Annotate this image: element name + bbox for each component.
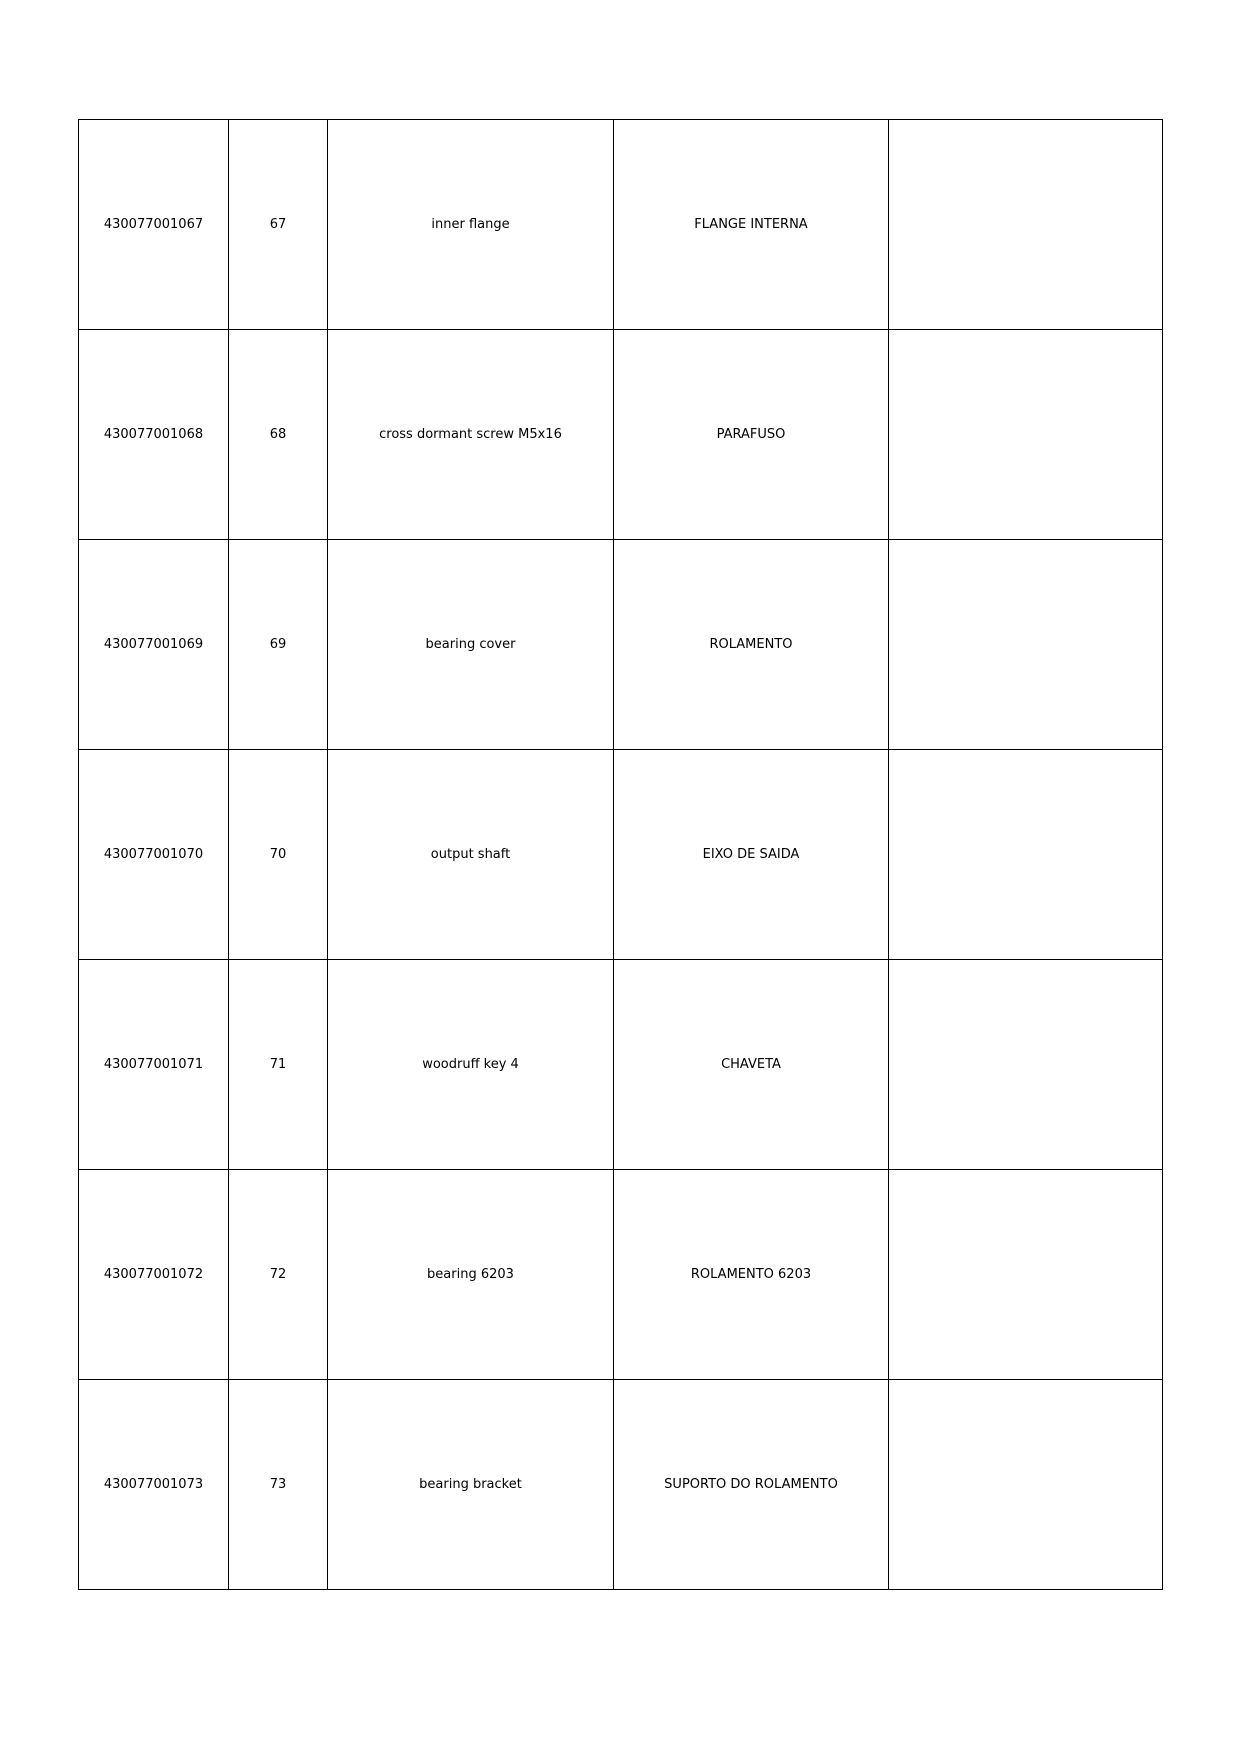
description-pt-cell: EIXO DE SAIDA [614, 750, 889, 960]
table-row [79, 1170, 1163, 1380]
description-en-cell: bearing bracket [328, 1380, 614, 1590]
description-en-cell: bearing 6203 [328, 1170, 614, 1380]
description-pt-cell: ROLAMENTO [614, 540, 889, 750]
notes-cell [889, 120, 1163, 330]
part-code-cell: 430077001068 [79, 330, 229, 540]
description-en-cell: output shaft [328, 750, 614, 960]
item-number-cell: 69 [229, 540, 328, 750]
item-number-cell: 72 [229, 1170, 328, 1380]
description-en-cell: cross dormant screw M5x16 [328, 330, 614, 540]
item-number-cell: 70 [229, 750, 328, 960]
description-pt-cell: SUPORTO DO ROLAMENTO [614, 1380, 889, 1590]
part-code-cell: 430077001067 [79, 120, 229, 330]
notes-cell [889, 540, 1163, 750]
notes-cell [889, 330, 1163, 540]
description-en-cell: inner flange [328, 120, 614, 330]
description-pt-cell: ROLAMENTO 6203 [614, 1170, 889, 1380]
table-row [79, 960, 1163, 1170]
notes-cell [889, 1170, 1163, 1380]
table-row [79, 540, 1163, 750]
part-code-cell: 430077001073 [79, 1380, 229, 1590]
parts-table-body [79, 120, 1163, 1590]
notes-cell [889, 960, 1163, 1170]
description-pt-cell: CHAVETA [614, 960, 889, 1170]
table-row [79, 750, 1163, 960]
table-row [79, 120, 1163, 330]
part-code-cell: 430077001072 [79, 1170, 229, 1380]
table-row [79, 1380, 1163, 1590]
notes-cell [889, 1380, 1163, 1590]
part-code-cell: 430077001069 [79, 540, 229, 750]
table-row [79, 330, 1163, 540]
item-number-cell: 67 [229, 120, 328, 330]
description-en-cell: woodruff key 4 [328, 960, 614, 1170]
description-en-cell: bearing cover [328, 540, 614, 750]
parts-table [78, 119, 1163, 1590]
part-code-cell: 430077001071 [79, 960, 229, 1170]
item-number-cell: 68 [229, 330, 328, 540]
item-number-cell: 71 [229, 960, 328, 1170]
item-number-cell: 73 [229, 1380, 328, 1590]
description-pt-cell: PARAFUSO [614, 330, 889, 540]
description-pt-cell: FLANGE INTERNA [614, 120, 889, 330]
notes-cell [889, 750, 1163, 960]
part-code-cell: 430077001070 [79, 750, 229, 960]
